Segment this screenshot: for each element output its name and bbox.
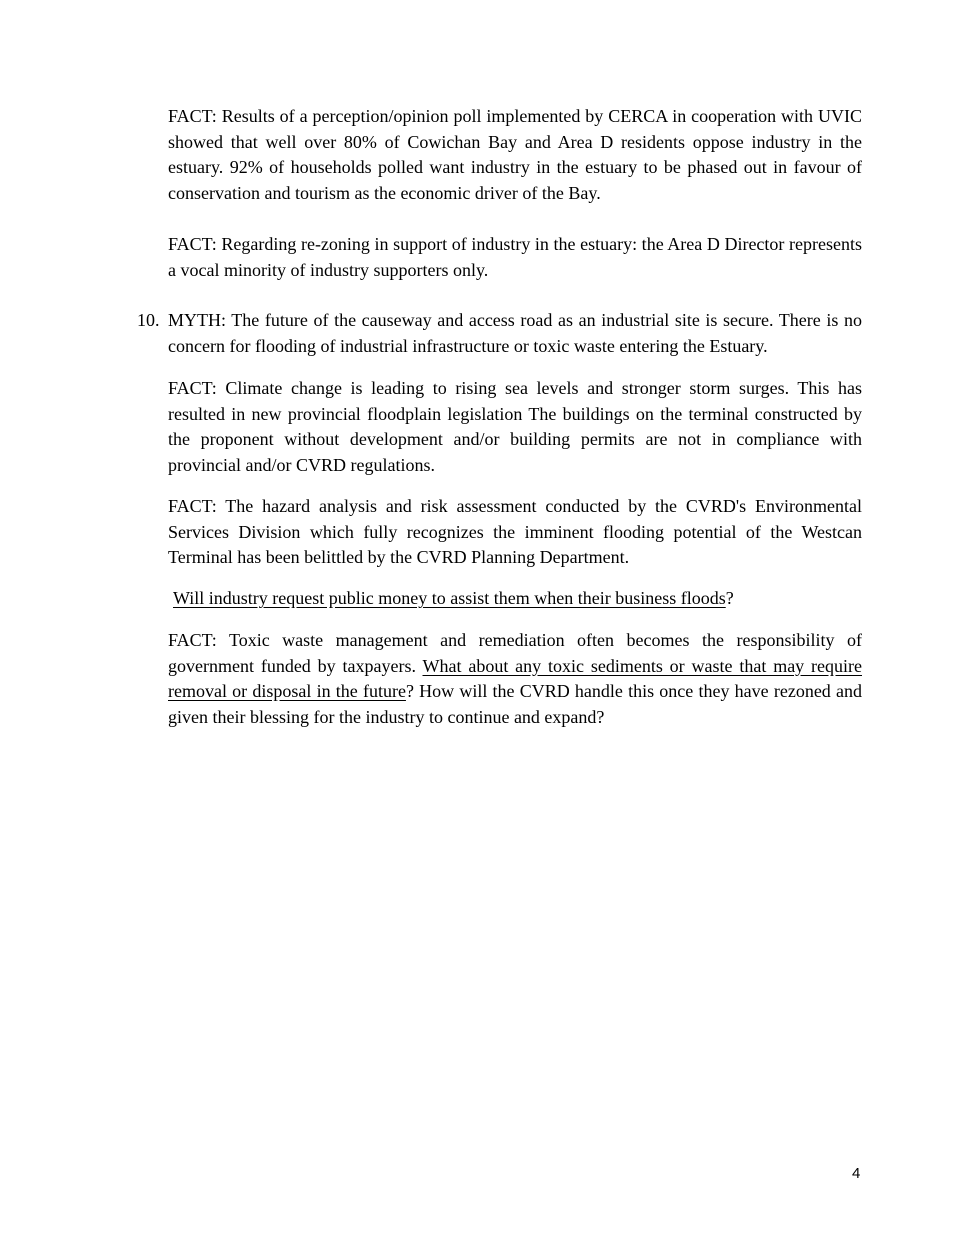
question-mark: ? <box>725 588 734 608</box>
question-paragraph <box>173 586 867 612</box>
list-number: 10. <box>137 310 160 330</box>
fact-poll-paragraph: FACT: Results of a perception/opinion poll implemented by CERCA in cooperation with UVIC showed that well over 80% of Cowichan Bay and Area D residents oppose industry in the estuary. 92% of households polled want industry in the estuary to be phased out in favour of conservation and tourism as the economic driver of the Bay. <box>168 106 862 203</box>
fact-toxic-text-a: FACT: Toxic waste management and remediation often becomes the responsibility of government funded by taxpayers. <box>168 630 862 676</box>
fact-rezoning-paragraph: FACT: Regarding re-zoning in support of industry in the estuary: the Area D Director represents a vocal minority of industry supporters only. <box>168 234 862 280</box>
myth-10-paragraph: MYTH: The future of the causeway and access road as an industrial site is secure. There is no concern for flooding of industrial infrastructure or toxic waste entering the Estuary. <box>168 310 862 356</box>
fact-toxic-underlined-text: What about any toxic sediments or waste that may require removal or disposal in the future <box>168 655 862 701</box>
fact-toxic-text-b: ? How will the CVRD handle this once they have rezoned and given their blessing for the industry to continue and expand? <box>168 681 862 727</box>
fact-climate-paragraph: FACT: Climate change is leading to rising sea levels and stronger storm surges. This has resulted in new provincial floodplain legislation The buildings on the terminal constructed by the proponent without development and/or building permits are not in compliance with provincial and/or CVRD regulations. <box>168 378 862 475</box>
fact-toxic-paragraph <box>168 628 862 730</box>
fact-hazard-paragraph: FACT: The hazard analysis and risk assessment conducted by the CVRD's Environmental Services Division which fully recognizes the imminent flooding potential of the Westcan Terminal has been belittled by the CVRD Planning Department. <box>168 496 862 567</box>
question-underlined-text: Will industry request public money to assist them when their business floods <box>173 588 726 608</box>
page-number: 4 <box>852 1165 861 1182</box>
